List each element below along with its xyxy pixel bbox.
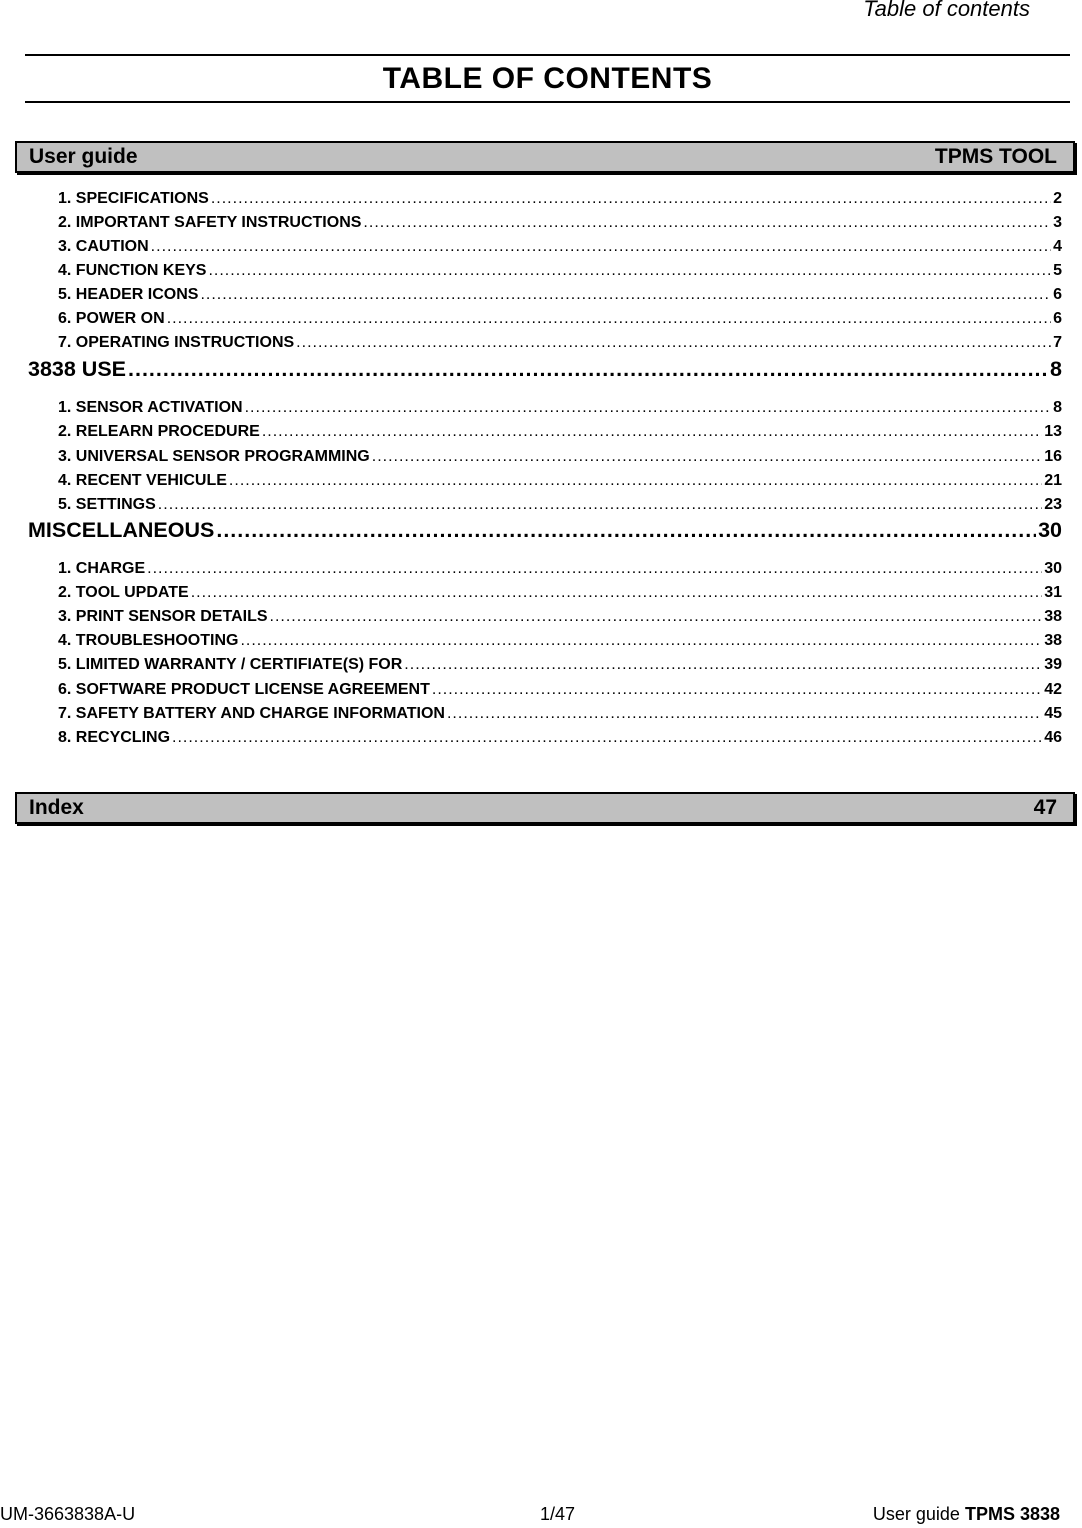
- dot-leader: [363, 214, 1051, 232]
- toc-entry-label: 7. SAFETY BATTERY AND CHARGE INFORMATION: [58, 705, 445, 722]
- toc-entry-label: 3. CAUTION: [58, 238, 149, 255]
- index-bar[interactable]: [15, 792, 1075, 824]
- toc-entry-page: 6: [1053, 286, 1062, 303]
- toc-entry-label: 5. SETTINGS: [58, 496, 156, 513]
- toc-entry-page: 2: [1053, 190, 1062, 207]
- dot-leader: [240, 632, 1042, 650]
- page-title: TABLE OF CONTENTS: [382, 61, 713, 95]
- toc-entry-sensor-activation[interactable]: [58, 399, 1062, 421]
- index-bar-label: Index: [29, 796, 84, 819]
- toc-entry-troubleshooting[interactable]: [58, 632, 1062, 654]
- toc-entry-recent-vehicule[interactable]: [58, 472, 1062, 494]
- toc-entry-page: 23: [1044, 496, 1062, 513]
- dot-leader: [245, 399, 1051, 417]
- toc-entry-universal-sensor-programming[interactable]: [58, 448, 1062, 470]
- user-guide-bar-label: User guide: [29, 145, 138, 168]
- toc-entry-label: 5. LIMITED WARRANTY / CERTIFIATE(S) FOR: [58, 656, 403, 673]
- toc-entry-specifications[interactable]: [58, 190, 1062, 212]
- page-footer: [0, 1504, 1082, 1528]
- toc-entry-power-on[interactable]: [58, 310, 1062, 332]
- toc-entry-limited-warranty[interactable]: [58, 656, 1062, 678]
- toc-heading-page: 30: [1038, 518, 1062, 542]
- dot-leader: [211, 190, 1051, 208]
- dot-leader: [158, 496, 1042, 514]
- toc-entry-page: 46: [1044, 729, 1062, 746]
- toc-entry-page: 42: [1044, 681, 1062, 698]
- dot-leader: [229, 472, 1042, 490]
- toc-entry-page: 31: [1044, 584, 1062, 601]
- dot-leader: [404, 656, 1042, 674]
- toc-entry-label: 4. RECENT VEHICULE: [58, 472, 227, 489]
- dot-leader: [296, 334, 1051, 352]
- toc-entry-label: 6. POWER ON: [58, 310, 165, 327]
- toc-entry-label: 5. HEADER ICONS: [58, 286, 199, 303]
- toc-heading-miscellaneous[interactable]: [28, 518, 1062, 546]
- document-reference: UM-3663838A-U: [0, 1504, 136, 1524]
- page-number: 1/47: [540, 1504, 576, 1524]
- toc-entry-safety-battery[interactable]: [58, 705, 1062, 727]
- running-header: Table of contents: [863, 0, 1030, 21]
- toc-entry-page: 13: [1044, 423, 1062, 440]
- toc-entry-tool-update[interactable]: [58, 584, 1062, 606]
- toc-entry-software-license[interactable]: [58, 681, 1062, 703]
- toc-heading-page: 8: [1050, 357, 1062, 381]
- toc-entry-header-icons[interactable]: [58, 286, 1062, 308]
- dot-leader: [432, 681, 1042, 699]
- toc-heading-label: MISCELLANEOUS: [28, 518, 215, 542]
- toc-entry-print-sensor-details[interactable]: [58, 608, 1062, 630]
- toc-entry-function-keys[interactable]: [58, 262, 1062, 284]
- toc-entry-label: 8. RECYCLING: [58, 729, 171, 746]
- toc-entry-operating-instructions[interactable]: [58, 334, 1062, 356]
- toc-entry-label: 2. RELEARN PROCEDURE: [58, 423, 260, 440]
- toc-entry-label: 1. SENSOR ACTIVATION: [58, 399, 243, 416]
- toc-entry-label: 7. OPERATING INSTRUCTIONS: [58, 334, 295, 351]
- toc-entry-label: 3. PRINT SENSOR DETAILS: [58, 608, 268, 625]
- toc-entry-page: 3: [1053, 214, 1062, 231]
- toc-entry-label: 3. UNIVERSAL SENSOR PROGRAMMING: [58, 448, 370, 465]
- toc-entry-page: 5: [1053, 262, 1062, 279]
- footer-guide-title: [873, 1504, 1060, 1525]
- title-block: [25, 54, 1070, 103]
- dot-leader: [128, 357, 1048, 382]
- index-bar-page: 47: [1033, 796, 1057, 819]
- dot-leader: [372, 448, 1042, 466]
- toc-entry-label: 2. IMPORTANT SAFETY INSTRUCTIONS: [58, 214, 362, 231]
- toc-entry-page: 38: [1044, 632, 1062, 649]
- dot-leader: [200, 286, 1051, 304]
- toc-entry-caution[interactable]: [58, 238, 1062, 260]
- toc-entry-label: 1. CHARGE: [58, 560, 146, 577]
- dot-leader: [208, 262, 1051, 280]
- toc-entry-relearn-procedure[interactable]: [58, 423, 1062, 445]
- dot-leader: [172, 729, 1042, 747]
- toc-entry-label: 6. SOFTWARE PRODUCT LICENSE AGREEMENT: [58, 681, 430, 698]
- toc-entry-page: 4: [1053, 238, 1062, 255]
- user-guide-bar: [15, 141, 1075, 173]
- footer-guide-prefix: User guide: [872, 1504, 960, 1524]
- toc-entry-page: 8: [1053, 399, 1062, 416]
- toc-entry-page: 38: [1044, 608, 1062, 625]
- toc-entry-charge[interactable]: [58, 560, 1062, 582]
- toc-entry-label: 4. TROUBLESHOOTING: [58, 632, 239, 649]
- user-guide-bar-product: TPMS TOOL: [934, 145, 1057, 168]
- footer-guide-product: TPMS 3838: [964, 1504, 1060, 1524]
- toc-entry-page: 16: [1044, 448, 1062, 465]
- dot-leader: [262, 423, 1042, 441]
- dot-leader: [216, 518, 1036, 543]
- toc-entry-label: 4. FUNCTION KEYS: [58, 262, 207, 279]
- dot-leader: [147, 560, 1042, 578]
- toc-entry-page: 45: [1044, 705, 1062, 722]
- toc-entry-settings[interactable]: [58, 496, 1062, 518]
- dot-leader: [151, 238, 1051, 256]
- dot-leader: [447, 705, 1042, 723]
- dot-leader: [270, 608, 1043, 626]
- toc-entry-page: 39: [1044, 656, 1062, 673]
- dot-leader: [167, 310, 1051, 328]
- toc-entry-safety-instructions[interactable]: [58, 214, 1062, 236]
- toc-heading-label: 3838 USE: [28, 357, 127, 381]
- toc-entry-recycling[interactable]: [58, 729, 1062, 751]
- dot-leader: [191, 584, 1043, 602]
- toc-entry-page: 21: [1044, 472, 1062, 489]
- toc-entry-label: 1. SPECIFICATIONS: [58, 190, 209, 207]
- toc-heading-3838-use[interactable]: [28, 357, 1062, 385]
- toc-entry-page: 7: [1053, 334, 1062, 351]
- toc-entry-page: 6: [1053, 310, 1062, 327]
- toc-entry-label: 2. TOOL UPDATE: [58, 584, 189, 601]
- toc-entry-page: 30: [1044, 560, 1062, 577]
